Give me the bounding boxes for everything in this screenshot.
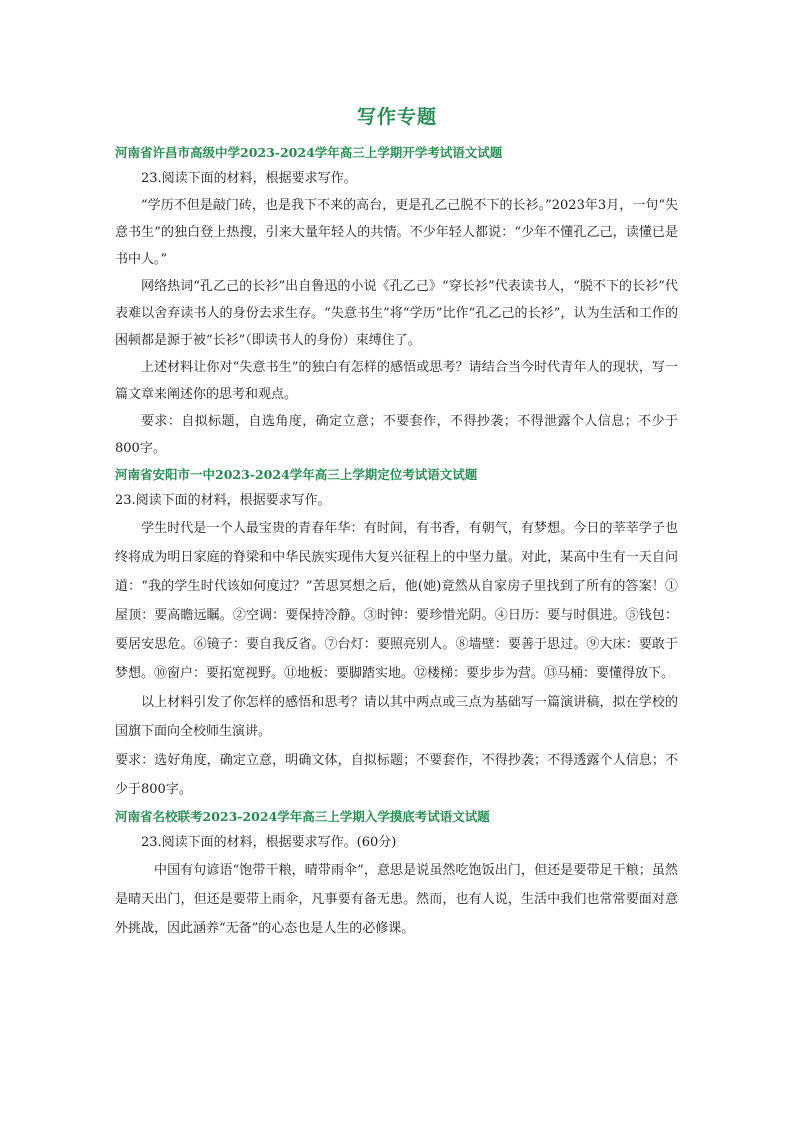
- paragraph: “学历不但是敲门砖，也是我下不来的高台，更是孔乙己脱不下的长衫。”2023年3月，一句“失意书生”的独白登上热搜，引来大量年轻人的共情。不少年轻人都说：“少年不懂孔乙己，读懂已是书中人。”: [115, 198, 678, 267]
- section-source: 河南省名校联考2023-2024学年高三上学期入学摸底考试语文试题: [115, 809, 490, 824]
- requirements: 要求：自拟标题，自选角度，确定立意；不要套作，不得抄袭；不得泄露个人信息；不少于800字。: [115, 414, 678, 456]
- paragraph: 学生时代是一个人最宝贵的青春年华：有时间，有书香，有朝气，有梦想。今日的莘莘学子也终将成为明日家庭的脊梁和中华民族实现伟大复兴征程上的中坚力量。对此，某高中生有一天自问道：“我的学生时代该如何度过？”苦思冥想之后，他(她)竟然从自家房子里找到了所有的答案！①屋顶：要高瞻远瞩。②空调：要保持冷静。③时钟：要珍惜光阴。④日历：要与时俱进。⑤钱包：要居安思危。⑥镜子：要自我反省。⑦台灯：要照亮别人。⑧墙壁：要善于思过。⑨大床：要敢于梦想。⑩窗户：要拓宽视野。⑪地板：要脚踏实地。⑫楼梯：要步步为营。⑬马桶：要懂得放下。: [115, 521, 678, 681]
- section-2: [115, 462, 678, 804]
- question-prompt: 23.阅读下面的材料，根据要求写作。: [115, 493, 331, 508]
- paragraph: 网络热词“孔乙己的长衫”出自鲁迅的小说《孔乙己》“穿长衫”代表读书人，“脱不下的长衫”代表难以舍弃读书人的身份去求生存。“失意书生”将“学历”比作“孔乙己的长衫”，认为生活和工作的困顿都是源于被“长衫”（即读书人的身份）束缚住了。: [115, 279, 678, 348]
- section-source: 河南省安阳市一中2023-2024学年高三上学期定位考试语文试题: [115, 467, 478, 482]
- content: [115, 140, 678, 943]
- page-title: 写作专题: [356, 106, 437, 128]
- requirements: 要求：选好角度，确定立意，明确文体，自拟标题；不要套作，不得抄袭；不得透露个人信息；不少于800字。: [115, 753, 678, 797]
- section-3: [115, 804, 678, 943]
- paragraph: 中国有句谚语“饱带干粮，晴带雨伞”，意思是说虽然吃饱饭出门，但还是要带足干粮；虽然是晴天出门，但还是要带上雨伞，凡事要有备无患。然而，也有人说，生活中我们也常常要面对意外挑战，因此涵养“无备”的心态也是人生的必修课。: [115, 863, 678, 936]
- question-prompt: 23.阅读下面的材料，根据要求写作。: [141, 171, 357, 186]
- section-source: 河南省许昌市高级中学2023-2024学年高三上学期开学考试语文试题: [115, 145, 503, 160]
- section-1: [115, 140, 678, 462]
- paragraph: 以上材料引发了你怎样的感悟和思考？请以其中两点或三点为基础写一篇演讲稿，拟在学校的国旗下面向全校师生演讲。: [115, 695, 678, 739]
- paragraph: 上述材料让你对“失意书生”的独白有怎样的感悟或思考？请结合当今时代青年人的现状，写一篇文章来阐述你的思考和观点。: [115, 360, 678, 402]
- question-prompt: 23.阅读下面的材料，根据要求写作。(60分): [141, 835, 397, 850]
